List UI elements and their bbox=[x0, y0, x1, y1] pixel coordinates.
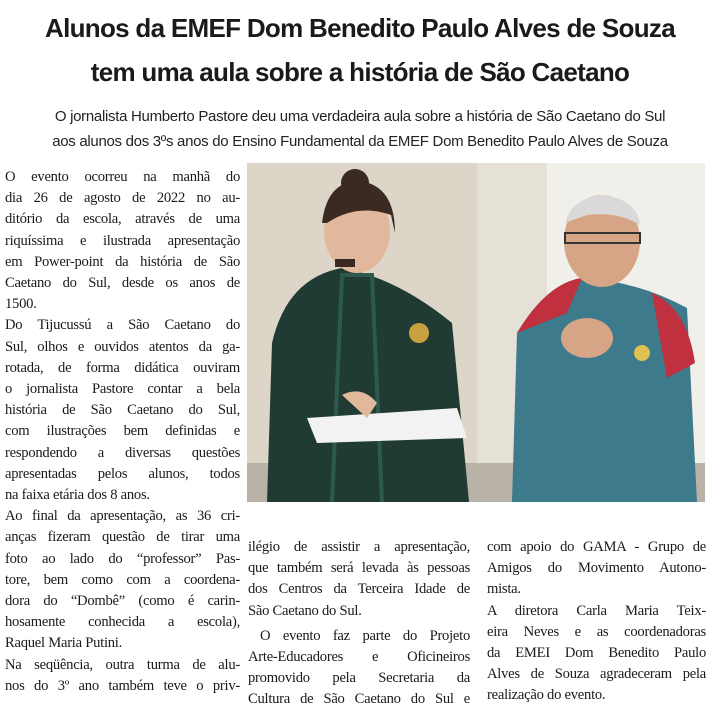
text-line: ilégio de assistir a apresentação, bbox=[248, 539, 470, 555]
text-line: Arte-Educadores e Oficineiros bbox=[248, 649, 470, 666]
text-line: dos Centros da Terceira Idade de bbox=[248, 581, 470, 598]
text-line: hosamente conhecida a escola), bbox=[5, 614, 240, 631]
text-line: rotada, de forma didática ouviram bbox=[5, 359, 240, 376]
headline-line-1 bbox=[4, 8, 716, 48]
text-line: O evento ocorreu na manhã do bbox=[5, 169, 240, 185]
text-line: Cultura de São Caetano do Sul e bbox=[248, 691, 470, 708]
text-line: o jornalista Pastore contar a bela bbox=[5, 381, 240, 398]
text-line: 1500. bbox=[5, 296, 37, 313]
text-line: Alves de Souza agradeceram pela bbox=[487, 666, 706, 683]
paragraph bbox=[5, 655, 240, 697]
text-line: Ao final da apresentação, as 36 cri- bbox=[5, 508, 240, 525]
article-column-2 bbox=[248, 537, 470, 711]
headline-text: Alunos da EMEF Dom Benedito Paulo Alves de Souza bbox=[45, 13, 675, 43]
text-line: tore, bem como com a coordena- bbox=[5, 571, 240, 588]
text-line: O evento faz parte do Projeto bbox=[260, 627, 470, 644]
text-line: nos do 3º ano também teve o priv- bbox=[5, 677, 240, 694]
subheadline-text: O jornalista Humberto Pastore deu uma verdadeira aula sobre a história de São Caetano do Sul bbox=[54, 108, 666, 125]
text-line: eira Neves e as coordenadoras bbox=[487, 623, 706, 640]
headline-line-2 bbox=[4, 52, 716, 92]
article-column-3 bbox=[487, 537, 706, 707]
text-line: apresentadas pelos alunos, todos bbox=[5, 465, 240, 482]
text-line: Caetano do Sul, desde os anos de bbox=[5, 275, 240, 292]
text-line: Do Tijucussú a São Caetano do bbox=[5, 317, 240, 334]
text-line: Sul, olhos e ouvidos atentos da ga- bbox=[5, 338, 240, 355]
paragraph bbox=[5, 315, 240, 506]
text-line: mista. bbox=[487, 581, 521, 598]
text-line: com ilustrações bem definidas e bbox=[5, 423, 240, 440]
article-column-1 bbox=[5, 167, 240, 697]
text-line: foto ao lado do “professor” Pas- bbox=[5, 550, 240, 567]
text-line: promovido pela Secretaria da bbox=[248, 670, 470, 687]
paragraph bbox=[248, 537, 470, 622]
text-line: dia 26 de agosto de 2022 no au- bbox=[5, 190, 240, 207]
headline-text: tem uma aula sobre a história de São Caetano bbox=[90, 57, 630, 87]
subheadline-line-1 bbox=[4, 104, 716, 129]
text-line: da EMEI Dom Benedito Paulo bbox=[487, 645, 706, 662]
paragraph bbox=[487, 537, 706, 601]
text-line: anças fizeram questão de tirar uma bbox=[5, 529, 240, 546]
paragraph bbox=[248, 626, 470, 711]
paragraph bbox=[5, 506, 240, 654]
paragraph bbox=[5, 167, 240, 315]
subheadline-line-2 bbox=[4, 129, 716, 154]
text-line: respondendo a diversas questões bbox=[5, 444, 240, 461]
paragraph bbox=[487, 601, 706, 707]
text-line: ditório da escola, através de uma bbox=[5, 211, 240, 228]
text-line: Na seqüência, outra turma de alu- bbox=[5, 656, 240, 673]
text-line: dora do “Dombê” (como é carin- bbox=[5, 593, 240, 610]
text-line: Amigos do Movimento Autono- bbox=[487, 560, 706, 577]
event-photo bbox=[247, 163, 705, 502]
text-line: riquíssima e ilustrada apresentação bbox=[5, 232, 240, 249]
text-line: A diretora Carla Maria Teix- bbox=[487, 602, 706, 619]
text-line: com apoio do GAMA - Grupo de bbox=[487, 539, 706, 555]
text-line: Raquel Maria Putini. bbox=[5, 635, 123, 652]
text-line: São Caetano do Sul. bbox=[248, 602, 362, 619]
subheadline-text: aos alunos dos 3ºs anos do Ensino Fundamental da EMEF Dom Benedito Paulo Alves de Souza bbox=[52, 133, 668, 150]
text-line: na faixa etária dos 8 anos. bbox=[5, 487, 150, 504]
text-line: que também será levada às pessoas bbox=[248, 560, 470, 577]
text-line: história de São Caetano do Sul, bbox=[5, 402, 240, 419]
text-line: realização do evento. bbox=[487, 687, 606, 704]
text-line: em Power-point da história de São bbox=[5, 253, 240, 270]
